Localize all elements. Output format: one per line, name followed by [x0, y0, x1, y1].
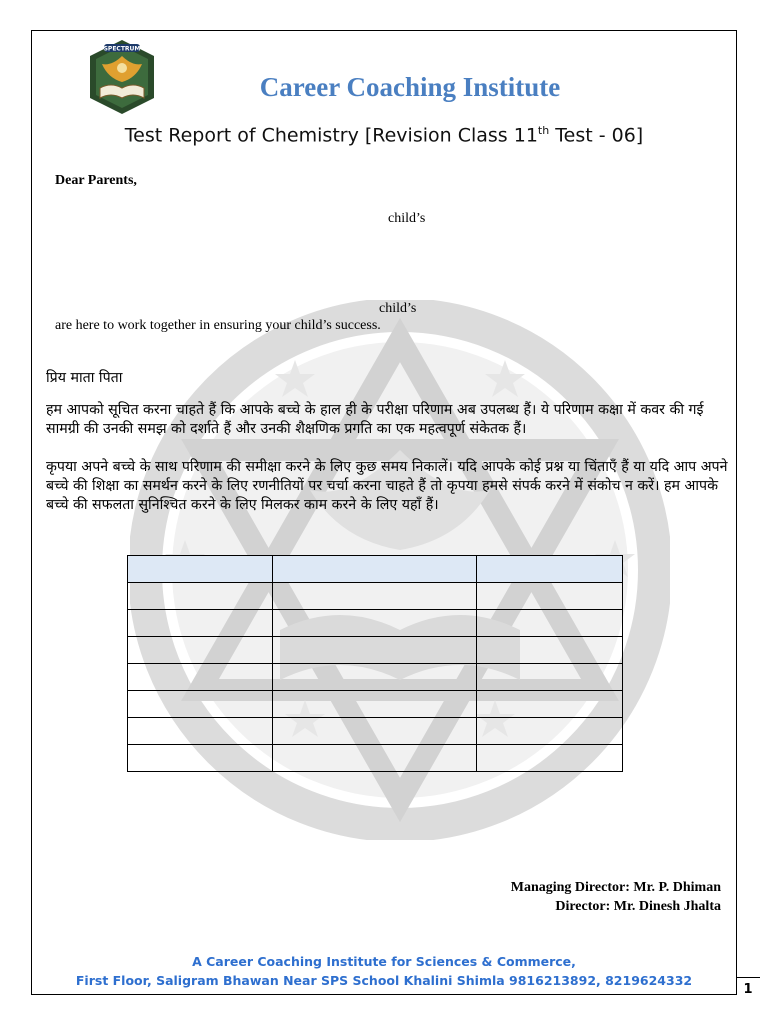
page-number: 1	[736, 977, 760, 997]
managing-director: Managing Director: Mr. P. Dhiman	[510, 880, 721, 895]
table-row	[128, 691, 623, 718]
director: Director: Mr. Dinesh Jhalta	[555, 899, 721, 914]
table-row	[128, 664, 623, 691]
hindi-greeting: प्रिय माता पिता	[46, 370, 123, 386]
table-row	[128, 583, 623, 610]
hindi-paragraph-2: कृपया अपने बच्चे के साथ परिणाम की समीक्षा करने के लिए कुछ समय निकालें। यदि आपके कोई प्रश्न या चिंताएँ हैं या यदि आप अपने बच्चे की शिक्षा का समर्थन करने के लिए रणनीतियों पर चर्चा करना चाहते हैं तो कृपया हमसे संपर्क करने में संकोच न करें। हम आपके बच्चे की सफलता सुनिश्चित करने के लिए मिलकर काम करने के लिए यहाँ हैं।	[46, 459, 728, 513]
report-title-prefix: Test Report of Chemistry [Revision Class 11	[124, 124, 538, 147]
footer-line-2: First Floor, Saligram Bhawan Near SPS School Khalini Shimla 9816213892, 8219624332	[75, 973, 693, 988]
child-fragment-2: child’s	[379, 301, 417, 316]
results-table	[127, 555, 623, 772]
table-row	[128, 745, 623, 772]
english-closing-line: are here to work together in ensuring your child’s success.	[55, 318, 381, 333]
report-title-suffix: Test - 06]	[549, 124, 644, 147]
child-fragment-1: child’s	[388, 211, 426, 226]
table-row	[128, 610, 623, 637]
hindi-paragraph-1: हम आपको सूचित करना चाहते हैं कि आपके बच्चे के हाल ही के परीक्षा परिणाम अब उपलब्ध हैं। ये परिणाम कक्षा में कवर की गई सामग्री की उनकी समझ को दर्शाते हैं और उनकी शैक्षणिक प्रगति का एक महत्वपूर्ण संकेतक हैं।	[46, 402, 704, 437]
footer-line-1: A Career Coaching Institute for Sciences & Commerce,	[192, 954, 576, 969]
greeting: Dear Parents,	[55, 173, 137, 188]
table-row	[128, 637, 623, 664]
report-title-sup: th	[537, 124, 550, 137]
institute-name: Career Coaching Institute	[259, 72, 561, 102]
table-row	[128, 718, 623, 745]
report-title	[0, 124, 768, 146]
logo-text: SPECTRUM	[103, 45, 141, 53]
table-header-row	[128, 556, 623, 583]
